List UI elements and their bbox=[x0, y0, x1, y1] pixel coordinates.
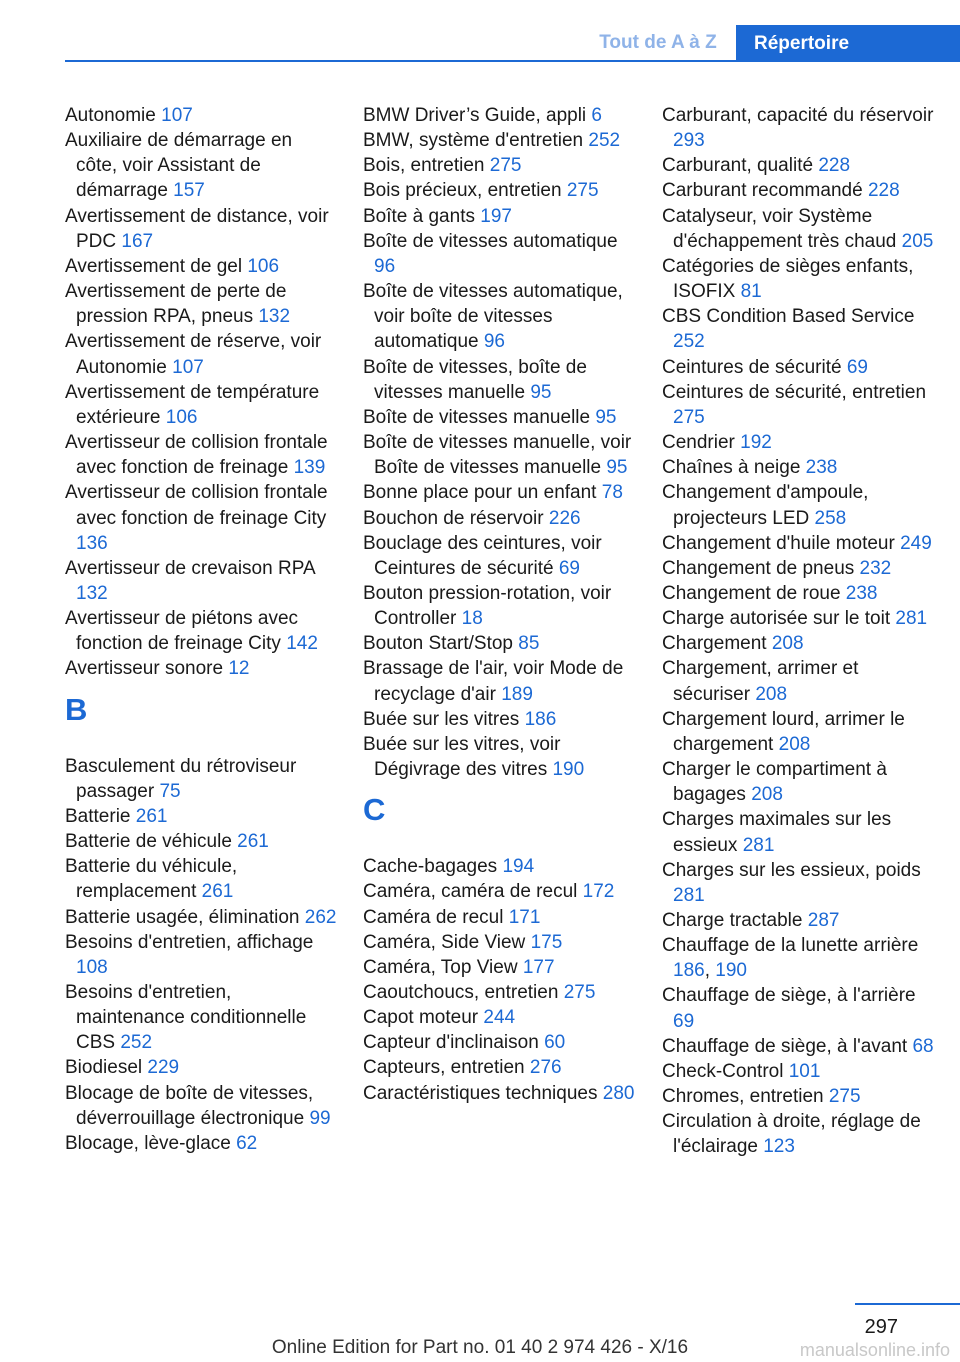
index-page-link[interactable]: 190 bbox=[552, 759, 585, 781]
index-page-link[interactable]: 261 bbox=[201, 881, 234, 903]
index-entry-text: Charge autorisée sur le toit bbox=[662, 608, 891, 630]
index-page-link[interactable]: 252 bbox=[120, 1032, 153, 1054]
index-entry-text: Bois précieux, entretien bbox=[363, 180, 562, 202]
index-entry bbox=[65, 430, 337, 480]
index-page-link[interactable]: 132 bbox=[76, 582, 108, 604]
index-entry-text: Cache-bagages bbox=[363, 856, 498, 878]
index-entry bbox=[662, 757, 934, 807]
index-entry-text: Chromes, entretien bbox=[662, 1086, 824, 1108]
index-entry bbox=[363, 153, 635, 178]
index-entry bbox=[65, 754, 337, 804]
index-entry bbox=[363, 531, 635, 581]
index-entry-text: Capteur d'inclinaison bbox=[363, 1032, 539, 1054]
index-entry bbox=[363, 854, 635, 879]
index-entry-text: Changement de roue bbox=[662, 582, 841, 604]
index-page-link[interactable]: 208 bbox=[771, 633, 804, 655]
index-entry bbox=[662, 430, 934, 455]
index-page-link[interactable]: 68 bbox=[912, 1035, 934, 1057]
index-page-link[interactable]: 281 bbox=[742, 834, 775, 856]
index-entry bbox=[662, 178, 934, 203]
watermark: manualsonline.info bbox=[799, 1340, 950, 1360]
index-entry bbox=[662, 908, 934, 933]
index-entry bbox=[363, 581, 635, 631]
index-entry-text: Chargement bbox=[662, 633, 767, 655]
index-entry-text: Batterie de véhicule bbox=[65, 831, 232, 853]
index-entry-text: Bouton Start/Stop bbox=[363, 633, 513, 655]
index-entry-text: Boîte de vitesses automatique, voir boîte de vitesses automatique bbox=[363, 281, 623, 353]
index-entry: Chauffage de la lunette arrière 186, 190 bbox=[662, 935, 919, 982]
index-entry bbox=[662, 153, 934, 178]
index-page-link[interactable]: 85 bbox=[518, 633, 540, 655]
index-entry-text: Blocage de boîte de vitesses, déverrouillage électronique bbox=[65, 1082, 314, 1129]
index-entry-text: Basculement du rétroviseur passager bbox=[65, 755, 297, 802]
index-entry-text: Brassage de l'air, voir Mode de recyclage d'air bbox=[363, 658, 624, 705]
index-entry-text: Avertisseur de piétons avec fonction de freinage City bbox=[65, 608, 299, 655]
index-entry-text: Capot moteur bbox=[363, 1007, 479, 1029]
index-page-link[interactable]: 275 bbox=[563, 982, 596, 1003]
index-page-link[interactable]: 99 bbox=[309, 1107, 331, 1129]
index-entry bbox=[363, 930, 635, 955]
index-entry bbox=[363, 631, 635, 656]
index-entry-text: Autonomie bbox=[65, 105, 156, 126]
index-entry bbox=[662, 1034, 934, 1059]
index-entry bbox=[65, 1055, 337, 1080]
index-page-link[interactable]: 69 bbox=[558, 557, 580, 579]
index-entry bbox=[662, 1109, 934, 1159]
index-page-link[interactable]: 157 bbox=[173, 180, 205, 202]
index-page-link[interactable]: 139 bbox=[293, 457, 326, 479]
index-entry bbox=[363, 178, 635, 203]
index-entry-text: Carburant recommandé bbox=[662, 180, 863, 202]
index-page-link[interactable]: 12 bbox=[228, 658, 250, 680]
index-column-3 bbox=[662, 103, 934, 1160]
index-page-link[interactable]: 208 bbox=[778, 733, 811, 755]
index-entry bbox=[363, 1081, 635, 1106]
index-entry bbox=[662, 480, 934, 530]
index-entry-text: Chauffage de la lunette arrière bbox=[662, 935, 919, 957]
index-entry bbox=[662, 631, 934, 656]
index-entry bbox=[65, 1081, 337, 1131]
index-page-link[interactable]: 171 bbox=[508, 906, 541, 928]
index-page-link[interactable]: 252 bbox=[673, 331, 705, 353]
index-entry-text: Chargement, arrimer et sécuriser bbox=[662, 658, 859, 705]
index-page-link[interactable]: 208 bbox=[755, 683, 788, 705]
footer-edition: Online Edition for Part no. 01 40 2 974 426 - X/16 bbox=[271, 1337, 689, 1358]
index-page-link[interactable]: 69 bbox=[673, 1010, 695, 1032]
index-page-link[interactable]: 175 bbox=[530, 931, 563, 953]
index-entry bbox=[363, 355, 635, 405]
index-entry bbox=[65, 254, 337, 279]
index-entry-text: Caméra, Side View bbox=[363, 931, 526, 953]
index-entry-text: Changement d'ampoule, projecteurs LED bbox=[662, 482, 869, 529]
index-entry-text: Boîte de vitesses automatique bbox=[363, 230, 618, 252]
index-entry bbox=[662, 807, 934, 857]
index-page-link[interactable]: 186 bbox=[673, 960, 705, 982]
index-entry bbox=[662, 103, 934, 153]
index-entry-text: Caméra, Top View bbox=[363, 956, 518, 978]
index-page-link[interactable]: 244 bbox=[483, 1007, 516, 1029]
index-section-letter: B bbox=[65, 691, 88, 727]
index-entry-text: Bouchon de réservoir bbox=[363, 507, 544, 529]
index-entry-text: Avertisseur sonore bbox=[65, 658, 224, 680]
index-entry bbox=[65, 128, 337, 203]
index-entry bbox=[65, 854, 337, 904]
index-page-link[interactable]: 18 bbox=[461, 608, 483, 630]
index-entry-text: Chargement lourd, arrimer le chargement bbox=[662, 708, 905, 755]
index-column-1 bbox=[65, 103, 337, 1156]
index-entry-text: Biodiesel bbox=[65, 1057, 143, 1079]
index-entry bbox=[363, 980, 635, 1005]
index-entry bbox=[363, 905, 635, 930]
index-entry bbox=[662, 355, 934, 380]
index-page-link[interactable]: 238 bbox=[805, 457, 838, 479]
index-page-link[interactable]: 281 bbox=[895, 608, 928, 630]
index-entry bbox=[662, 606, 934, 631]
index-entry-text: Batterie usagée, élimination bbox=[65, 906, 300, 928]
index-page-link[interactable]: 172 bbox=[582, 881, 615, 903]
index-page-link[interactable]: 177 bbox=[522, 956, 555, 978]
index-page-link[interactable]: 106 bbox=[165, 406, 198, 428]
index-entry bbox=[662, 656, 934, 706]
index-entry-text: Catalyseur, voir Système d'échappement très chaud bbox=[662, 205, 897, 252]
index-page-link[interactable]: 258 bbox=[814, 507, 847, 529]
index-entry-text: Boîte de vitesses, boîte de vitesses manuelle bbox=[363, 356, 587, 403]
tab-repertoire[interactable]: Répertoire bbox=[736, 25, 960, 62]
index-page-link[interactable]: 81 bbox=[740, 281, 762, 303]
index-entry-text: Circulation à droite, réglage de l'éclairage bbox=[662, 1111, 921, 1158]
index-entry-text: Carburant, qualité bbox=[662, 155, 814, 177]
index-entry-text: Bois, entretien bbox=[363, 155, 485, 177]
index-entry-text: Charges maximales sur les essieux bbox=[662, 809, 892, 856]
index-entry bbox=[363, 229, 635, 279]
index-page-link[interactable]: 228 bbox=[867, 180, 900, 202]
index-entry bbox=[65, 103, 337, 128]
index-page-link[interactable]: 95 bbox=[595, 406, 617, 428]
index-entry-text: Batterie bbox=[65, 805, 131, 827]
index-page-link[interactable]: 275 bbox=[566, 180, 599, 202]
index-entry bbox=[662, 556, 934, 581]
index-entry-text: Changement d'huile moteur bbox=[662, 532, 895, 554]
index-page-link[interactable]: 197 bbox=[480, 205, 512, 227]
index-page-link[interactable]: 142 bbox=[286, 633, 318, 655]
index-page-link[interactable]: 189 bbox=[501, 683, 533, 705]
index-entry-text: Charger le compartiment à bagages bbox=[662, 759, 887, 806]
index-entry bbox=[662, 304, 934, 354]
index-entry bbox=[662, 581, 934, 606]
index-entry-text: Chauffage de siège, à l'avant bbox=[662, 1035, 908, 1057]
index-entry-text: Besoins d'entretien, maintenance conditionnelle CBS bbox=[65, 982, 307, 1054]
index-entry bbox=[662, 707, 934, 757]
index-entry bbox=[363, 879, 635, 904]
index-page-link[interactable]: 101 bbox=[788, 1060, 821, 1082]
index-page-link[interactable]: 60 bbox=[544, 1032, 566, 1054]
index-entry bbox=[65, 606, 337, 656]
index-entry bbox=[662, 983, 934, 1033]
index-entry-text: Auxiliaire de démarrage en côte, voir Assistant de démarrage bbox=[65, 130, 293, 202]
index-page-link[interactable]: 275 bbox=[489, 155, 522, 177]
index-entry-text: Boîte de vitesses manuelle bbox=[363, 406, 591, 428]
index-entry-text: Ceintures de sécurité bbox=[662, 356, 842, 378]
index-entry-text: Avertisseur de collision frontale avec fonction de freinage bbox=[65, 432, 328, 479]
index-entry-text: Check-Control bbox=[662, 1060, 784, 1082]
index-entry-text: Caoutchoucs, entretien bbox=[363, 982, 559, 1003]
index-entry-text: Cendrier bbox=[662, 432, 735, 454]
index-page-link[interactable]: 192 bbox=[740, 432, 772, 454]
index-page-link[interactable]: 208 bbox=[751, 784, 783, 806]
index-entry bbox=[363, 480, 635, 505]
index-entry bbox=[363, 707, 635, 732]
index-column-2 bbox=[363, 103, 635, 1106]
index-page-link[interactable]: 252 bbox=[588, 130, 621, 152]
index-entry-text: Avertissement de distance, voir PDC bbox=[65, 205, 329, 252]
index-entry-text: Avertissement de perte de pression RPA, pneus bbox=[65, 281, 287, 328]
index-entry-text: Catégories de sièges enfants, ISOFIX bbox=[662, 255, 914, 303]
tab-tout-de-a-a-z[interactable]: Tout de A à Z bbox=[599, 32, 717, 53]
index-entry bbox=[662, 531, 934, 556]
index-entry-text: Caméra de recul bbox=[363, 906, 504, 928]
index-page-link[interactable]: 132 bbox=[258, 306, 291, 328]
index-page-link[interactable]: 75 bbox=[159, 780, 181, 802]
index-page-link[interactable]: 226 bbox=[548, 507, 581, 529]
index-entry bbox=[65, 380, 337, 430]
index-entry bbox=[65, 829, 337, 854]
index-entry-text: Bonne place pour un enfant bbox=[363, 482, 597, 504]
index-page-link[interactable]: 186 bbox=[524, 708, 557, 730]
index-entry bbox=[65, 1131, 337, 1156]
index-page-link[interactable]: 262 bbox=[304, 906, 337, 928]
index-page-link[interactable]: 95 bbox=[606, 457, 628, 479]
index-page-link[interactable]: 6 bbox=[591, 105, 602, 126]
index-entry bbox=[662, 204, 934, 254]
index-entry-text: Avertisseur de crevaison RPA bbox=[65, 557, 315, 579]
index-entry-text: Boîte à gants bbox=[363, 205, 475, 227]
index-page-link[interactable]: 69 bbox=[846, 356, 868, 378]
index-entry-text: Bouclage des ceintures, voir Ceintures de sécurité bbox=[363, 532, 602, 579]
index-entry bbox=[363, 279, 635, 354]
index-page-link[interactable]: 78 bbox=[601, 482, 623, 504]
index-page-link[interactable]: 190 bbox=[715, 960, 747, 982]
index-entry-text: Chaînes à neige bbox=[662, 457, 801, 479]
index-section-letter: C bbox=[363, 792, 386, 828]
index-entry bbox=[65, 656, 337, 681]
index-entry-text: Besoins d'entretien, affichage bbox=[65, 931, 314, 953]
index-entry-text: Ceintures de sécurité, entretien bbox=[662, 381, 927, 403]
index-page-link[interactable]: 123 bbox=[763, 1136, 795, 1158]
index-page-link[interactable]: 108 bbox=[76, 956, 108, 978]
index-entry-text: Buée sur les vitres bbox=[363, 708, 520, 730]
index-entry bbox=[363, 430, 635, 480]
index-page-link[interactable]: 261 bbox=[237, 831, 269, 853]
index-entry bbox=[662, 254, 934, 304]
index-page-link[interactable]: 136 bbox=[76, 532, 108, 554]
index-page-link[interactable]: 261 bbox=[135, 805, 168, 827]
index-entry bbox=[363, 1030, 635, 1055]
index-entry bbox=[662, 1059, 934, 1084]
index-page-link[interactable]: 96 bbox=[374, 255, 396, 277]
index-page-link[interactable]: 62 bbox=[236, 1132, 258, 1154]
index-entry bbox=[363, 128, 635, 153]
index-page-link[interactable]: 107 bbox=[161, 105, 193, 126]
index-page-link[interactable]: 205 bbox=[901, 230, 934, 252]
index-page-link[interactable]: 293 bbox=[673, 130, 705, 152]
index-entry bbox=[363, 656, 635, 706]
index-page-link[interactable]: 232 bbox=[859, 557, 892, 579]
index-entry-text: BMW Driver’s Guide, appli bbox=[363, 105, 587, 126]
index-entry bbox=[363, 103, 635, 128]
index-page-link[interactable]: 228 bbox=[818, 155, 851, 177]
index-entry-text: Changement de pneus bbox=[662, 557, 855, 579]
index-entry bbox=[65, 204, 337, 254]
index-entry bbox=[65, 930, 337, 980]
page-number: 297 bbox=[864, 1316, 898, 1338]
index-page-link[interactable]: 249 bbox=[900, 532, 932, 554]
index-entry-text: Chauffage de siège, à l'arrière bbox=[662, 985, 916, 1007]
index-entry-text: Avertissement de gel bbox=[65, 255, 243, 277]
index-entry-text: Boîte de vitesses manuelle, voir Boîte de vitesses manuelle bbox=[363, 432, 632, 479]
index-page-link[interactable]: 107 bbox=[172, 356, 204, 378]
index-entry bbox=[363, 955, 635, 980]
index-entry bbox=[65, 804, 337, 829]
index-entry-text: Buée sur les vitres, voir Dégivrage des vitres bbox=[363, 733, 561, 781]
index-page-link[interactable]: 106 bbox=[247, 255, 280, 277]
index-entry-text: Avertissement de température extérieure bbox=[65, 381, 320, 428]
index-page-link[interactable]: 229 bbox=[147, 1057, 180, 1079]
index-entry-text: Avertissement de réserve, voir Autonomie bbox=[65, 331, 322, 378]
index-entry-text: Blocage, lève-glace bbox=[65, 1132, 231, 1154]
index-entry-text: Caractéristiques techniques bbox=[363, 1082, 598, 1104]
index-page-link[interactable]: 275 bbox=[828, 1086, 861, 1108]
index-entry bbox=[65, 556, 337, 606]
index-page-link[interactable]: 96 bbox=[483, 331, 505, 353]
index-entry bbox=[662, 1084, 934, 1109]
index-entry-text: Charges sur les essieux, poids bbox=[662, 859, 921, 881]
index-page-link[interactable]: 194 bbox=[502, 856, 535, 878]
index-page-link[interactable]: 238 bbox=[845, 582, 878, 604]
index-page-link[interactable]: 280 bbox=[602, 1082, 635, 1104]
index-entry-text: Batterie du véhicule, remplacement bbox=[65, 856, 238, 903]
index-entry bbox=[65, 279, 337, 329]
index-entry bbox=[363, 405, 635, 430]
index-entry bbox=[65, 329, 337, 379]
index-entry bbox=[65, 905, 337, 930]
index-entry bbox=[662, 380, 934, 430]
index-page-link[interactable]: 95 bbox=[530, 381, 552, 403]
page-number-rule bbox=[855, 1303, 960, 1305]
index-entry-text: Caméra, caméra de recul bbox=[363, 881, 578, 903]
index-entry bbox=[662, 858, 934, 908]
index-entry-text: Charge tractable bbox=[662, 910, 803, 931]
index-entry bbox=[363, 1005, 635, 1030]
index-entry bbox=[662, 455, 934, 480]
index-page-link[interactable]: 275 bbox=[673, 406, 705, 428]
header-rule bbox=[65, 60, 960, 62]
index-entry-text: CBS Condition Based Service bbox=[662, 306, 915, 328]
index-entry bbox=[65, 480, 337, 555]
index-page-link[interactable]: 276 bbox=[529, 1057, 562, 1079]
index-page-link[interactable]: 167 bbox=[121, 230, 154, 252]
index-entry bbox=[363, 204, 635, 229]
index-entry-text: Carburant, capacité du réservoir bbox=[662, 105, 934, 126]
index-entry bbox=[363, 506, 635, 531]
index-entry-text: Capteurs, entretien bbox=[363, 1057, 525, 1079]
index-entry-text: Bouton pression-rotation, voir Controller bbox=[363, 582, 612, 630]
index-page-link[interactable]: 281 bbox=[673, 884, 705, 906]
index-entry bbox=[363, 1055, 635, 1080]
index-page-link[interactable]: 287 bbox=[807, 910, 840, 931]
index-entry-text: Avertisseur de collision frontale avec fonction de freinage City bbox=[65, 482, 328, 529]
index-entry bbox=[65, 980, 337, 1055]
index-entry-text: BMW, système d'entretien bbox=[363, 130, 584, 152]
index-entry bbox=[363, 732, 635, 782]
